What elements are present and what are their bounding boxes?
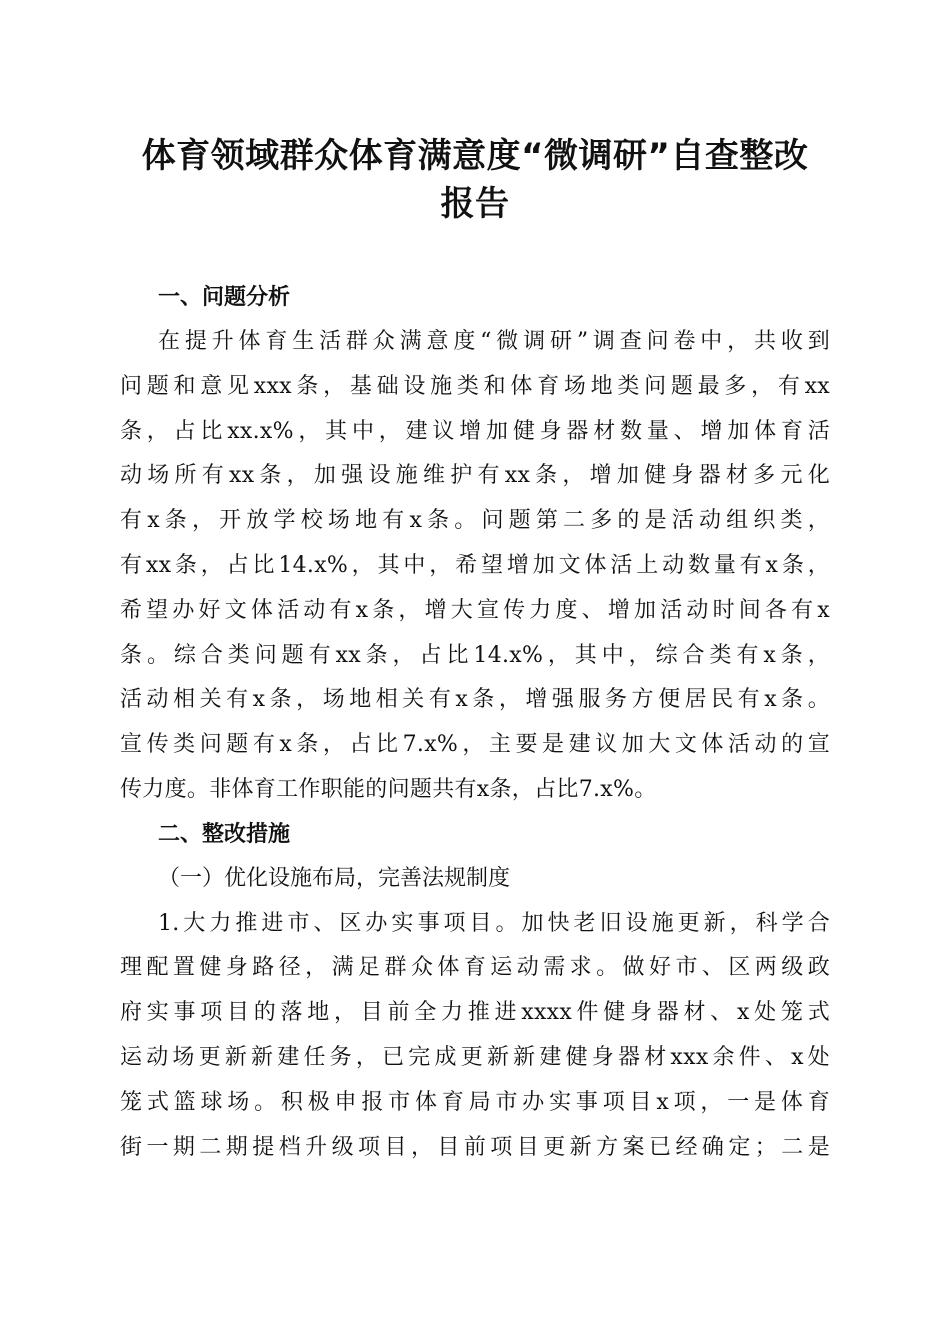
paragraph-line: 运动场更新新建任务，已完成更新新建健身器材xxx余件、x处	[120, 1044, 830, 1070]
paragraph-line: 街一期二期提档升级项目，目前项目更新方案已经确定；二是	[120, 1134, 830, 1160]
subsection-heading-optimize-facilities: （一）优化设施布局，完善法规制度	[158, 865, 511, 891]
section-heading-problem-analysis: 一、问题分析	[158, 285, 291, 310]
paragraph-line: 有xx条，占比14.x%，其中，希望增加文体活上动数量有x条，	[120, 552, 830, 578]
document-body	[120, 276, 830, 1170]
paragraph-line: 府实事项目的落地，目前全力推进xxxx件健身器材、x处笼式	[120, 1000, 830, 1026]
rectification-paragraph	[120, 902, 830, 1171]
paragraph-line: 条。综合类问题有xx条，占比14.x%，其中，综合类有x条，	[120, 642, 830, 668]
problem-analysis-paragraph	[120, 320, 830, 813]
paragraph-line: 条，占比xx.x%，其中，建议增加健身器材数量、增加体育活	[120, 418, 830, 444]
paragraph-line: 希望办好文体活动有x条，增大宣传力度、增加活动时间各有x	[120, 597, 830, 623]
paragraph-line: 问题和意见xxx条，基础设施类和体育场地类问题最多，有xx	[120, 373, 830, 399]
paragraph-line: 笼式篮球场。积极申报市体育局市办实事项目x项，一是体育	[120, 1089, 830, 1115]
paragraph-line: 动场所有xx条，加强设施维护有xx条，增加健身器材多元化	[120, 463, 830, 489]
paragraph-line: 1.大力推进市、区办实事项目。加快老旧设施更新，科学合	[158, 910, 830, 936]
paragraph-line: 传力度。非体育工作职能的问题共有x条，占比7.x%。	[120, 776, 657, 802]
section-heading-rectification-measures: 二、整改措施	[158, 821, 291, 847]
title-line-1: 体育领域群众体育满意度“微调研”自查整改	[141, 136, 809, 176]
paragraph-line: 宣传类问题有x条，占比7.x%，主要是建议加大文体活动的宣	[120, 732, 830, 758]
paragraph-line: 活动相关有x条，场地相关有x条，增强服务方便居民有x条。	[120, 687, 830, 713]
title-line-2: 报告	[440, 184, 510, 224]
document-title	[110, 132, 840, 228]
paragraph-line: 理配置健身路径，满足群众体育运动需求。做好市、区两级政	[120, 955, 830, 981]
paragraph-line: 在提升体育生活群众满意度“微调研”调查问卷中，共收到	[158, 329, 830, 354]
paragraph-line: 有x条，开放学校场地有x条。问题第二多的是活动组织类，	[120, 508, 830, 534]
